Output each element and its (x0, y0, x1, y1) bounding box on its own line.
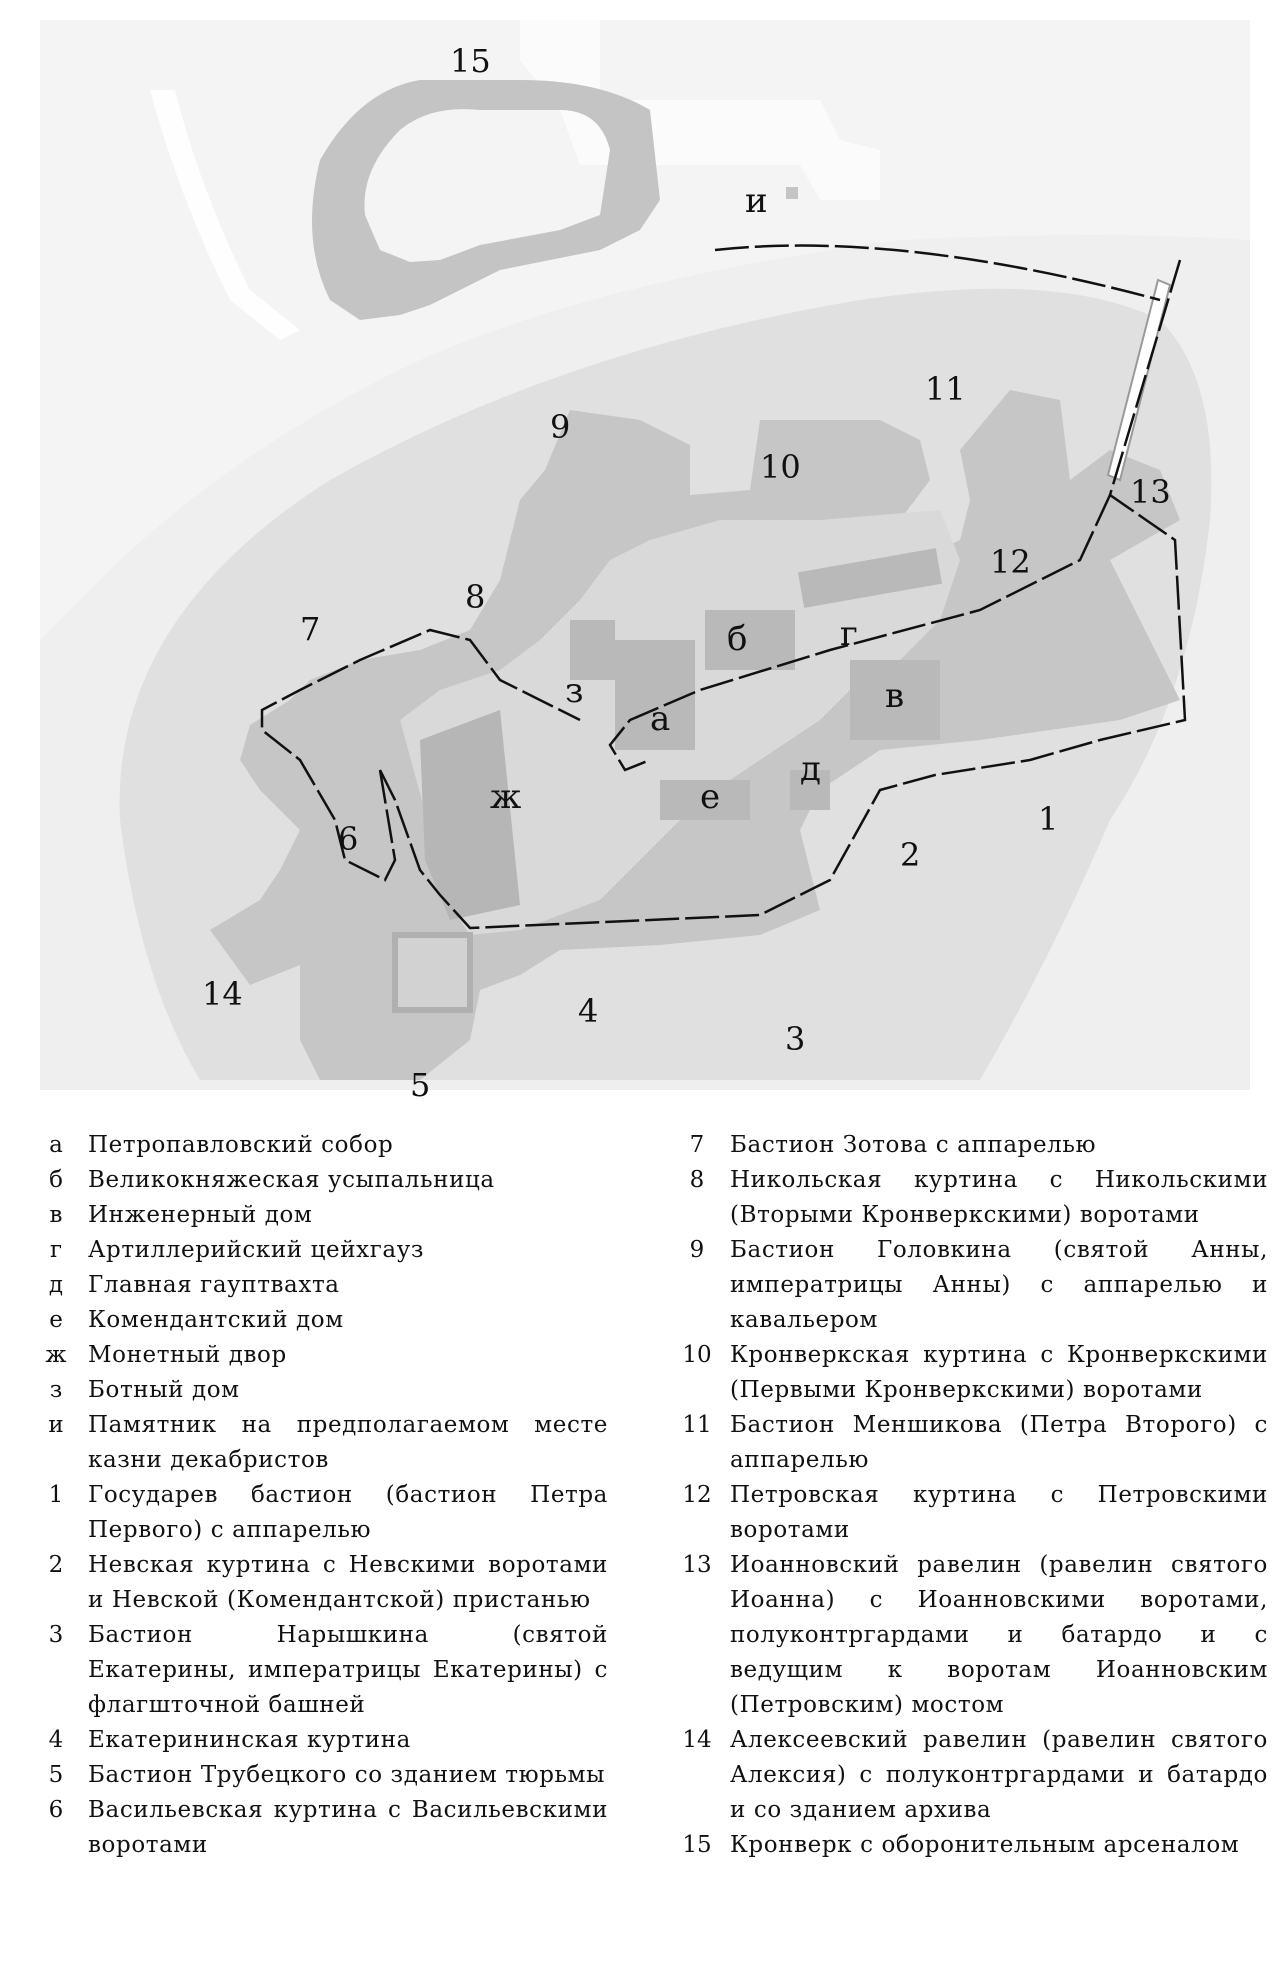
label-9: 9 (550, 408, 571, 446)
legend-text: Кронверк с оборонительным арсеналом (730, 1832, 1240, 1858)
legend-key: г (49, 1237, 63, 1263)
legend-right-column (668, 1128, 1268, 1863)
label-v: в (885, 676, 905, 716)
monument-marker (786, 187, 798, 199)
legend-key: е (49, 1307, 63, 1333)
legend-text: Бастион Меншикова (Петра Второго) с аппарелью (730, 1412, 1268, 1473)
legend-entry (28, 1758, 608, 1793)
legend-text: Алексеевский равелин (равелин святого Алексия) с полуконтргардами и батардо и со зданием архива (730, 1727, 1268, 1823)
legend-entry (28, 1128, 608, 1163)
label-7: 7 (300, 610, 321, 648)
legend-entry (28, 1303, 608, 1338)
prison-block (395, 935, 470, 1010)
legend-key: 1 (48, 1482, 64, 1508)
legend-entry (668, 1163, 1268, 1233)
legend-entry (28, 1233, 608, 1268)
label-4: 4 (578, 992, 599, 1030)
legend-text: Главная гауптвахта (88, 1272, 340, 1298)
legend-text: Великокняжеская усыпальница (88, 1167, 495, 1193)
legend-entry (28, 1408, 608, 1478)
label-i: и (745, 181, 768, 221)
label-15: 15 (450, 42, 491, 80)
legend-key: 5 (48, 1762, 64, 1788)
legend-entry (28, 1373, 608, 1408)
legend-entry (28, 1793, 608, 1863)
legend-entry (668, 1338, 1268, 1408)
legend-key: 11 (682, 1412, 712, 1438)
legend-entry (668, 1828, 1268, 1863)
legend-key: б (49, 1167, 63, 1193)
legend-text: Васильевская куртина с Васильевскими воротами (88, 1797, 608, 1858)
legend-entry (668, 1478, 1268, 1548)
legend-text: Иоанновский равелин (равелин святого Иоанна) с Иоанновскими воротами, полуконтргардами и батардо и с ведущим к воротам Иоанновским (Петровским) мостом (730, 1552, 1268, 1718)
legend-text: Бастион Трубецкого со зданием тюрьмы (88, 1762, 606, 1788)
legend-key: 9 (689, 1237, 705, 1263)
legend-text: Монетный двор (88, 1342, 287, 1368)
legend-text: Памятник на предполагаемом месте казни декабристов (88, 1412, 608, 1473)
map-legend (0, 1128, 1284, 1974)
legend-key: 14 (682, 1727, 712, 1753)
legend-text: Ботный дом (88, 1377, 240, 1403)
legend-entry (668, 1548, 1268, 1723)
legend-key: 6 (48, 1797, 64, 1823)
legend-key: а (49, 1132, 63, 1158)
legend-entry (28, 1268, 608, 1303)
legend-key: и (48, 1412, 64, 1438)
label-12: 12 (990, 543, 1031, 581)
legend-key: 2 (48, 1552, 64, 1578)
label-d: д (800, 749, 821, 789)
legend-text: Петровская куртина с Петровскими воротами (730, 1482, 1268, 1543)
label-b: б (727, 619, 748, 659)
legend-text: Инженерный дом (88, 1202, 313, 1228)
legend-entry (28, 1548, 608, 1618)
legend-key: д (48, 1272, 64, 1298)
legend-key: з (49, 1377, 63, 1403)
legend-text: Бастион Головкина (святой Анны, императрицы Анны) с аппарелью и кавальером (730, 1237, 1268, 1333)
legend-entry (28, 1478, 608, 1548)
legend-text: Государев бастион (бастион Петра Первого) с аппарелью (88, 1482, 608, 1543)
label-14: 14 (202, 975, 243, 1013)
legend-text: Артиллерийский цейхгауз (88, 1237, 424, 1263)
legend-text: Бастион Нарышкина (святой Екатерины, императрицы Екатерины) с флагшточной башней (88, 1622, 608, 1718)
label-e: е (700, 777, 721, 817)
label-z: з (565, 671, 584, 711)
legend-key: ж (45, 1342, 67, 1368)
legend-entry (28, 1163, 608, 1198)
legend-text: Бастион Зотова с аппарелью (730, 1132, 1097, 1158)
legend-entry (28, 1618, 608, 1723)
legend-text: Невская куртина с Невскими воротами и Невской (Комендантской) пристанью (88, 1552, 608, 1613)
legend-entry (28, 1198, 608, 1233)
label-13: 13 (1130, 473, 1171, 511)
legend-key: 12 (682, 1482, 712, 1508)
label-5: 5 (410, 1066, 431, 1104)
legend-entry (28, 1338, 608, 1373)
legend-key: 15 (682, 1832, 712, 1858)
legend-entry (668, 1233, 1268, 1338)
legend-text: Комендантский дом (88, 1307, 344, 1333)
label-g: г (840, 614, 858, 654)
legend-key: 10 (682, 1342, 712, 1368)
legend-text: Петропавловский собор (88, 1132, 394, 1158)
legend-entry (668, 1408, 1268, 1478)
legend-key: 7 (689, 1132, 705, 1158)
label-1: 1 (1038, 800, 1059, 838)
legend-entry (668, 1128, 1268, 1163)
label-3: 3 (785, 1020, 806, 1058)
label-10: 10 (760, 448, 801, 486)
label-zh: ж (490, 777, 522, 817)
legend-text: Никольская куртина с Никольскими (Вторыми Кронверкскими) воротами (730, 1167, 1268, 1228)
legend-entry (28, 1723, 608, 1758)
legend-key: в (49, 1202, 63, 1228)
legend-key: 3 (48, 1622, 64, 1648)
label-6: 6 (338, 820, 359, 858)
legend-key: 13 (682, 1552, 712, 1578)
legend-left-column (28, 1128, 608, 1863)
label-a: а (650, 699, 671, 739)
legend-key: 8 (689, 1167, 705, 1193)
label-2: 2 (900, 836, 921, 874)
tomb-block (705, 610, 795, 670)
label-11: 11 (925, 370, 966, 408)
legend-text: Кронверкская куртина с Кронверкскими (Первыми Кронверкскими) воротами (730, 1342, 1268, 1403)
label-8: 8 (465, 578, 486, 616)
legend-entry (668, 1723, 1268, 1828)
legend-key: 4 (48, 1727, 64, 1753)
legend-text: Екатерининская куртина (88, 1727, 411, 1753)
